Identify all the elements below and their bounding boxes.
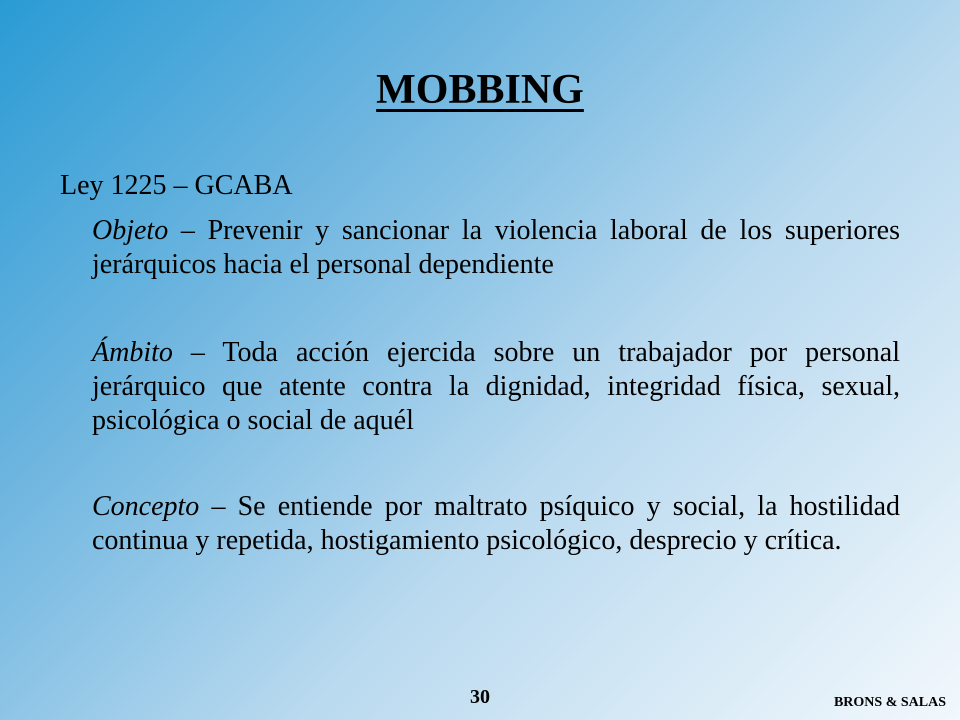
page-number: 30	[470, 686, 490, 708]
authors-credit: BRONS & SALAS	[833, 695, 946, 710]
slide-title: MOBBING	[376, 67, 584, 113]
law-subtitle: Ley 1225 – GCABA	[60, 170, 293, 201]
item-text: – Toda acción ejercida sobre un trabajador por personal jerárquico que atente contra la dignidad, integridad física, sexual, psicológica o social de aquél	[92, 337, 900, 436]
item-concepto	[92, 490, 900, 558]
item-text: – Prevenir y sancionar la violencia laboral de los superiores jerárquicos hacia el personal dependiente	[92, 215, 900, 280]
item-term: Objeto	[92, 215, 169, 246]
item-term: Ámbito	[92, 337, 173, 368]
item-text: – Se entiende por maltrato psíquico y social, la hostilidad continua y repetida, hostigamiento psicológico, desprecio y crítica.	[92, 491, 900, 556]
item-ambito	[92, 336, 900, 438]
item-term: Concepto	[92, 491, 200, 522]
item-objeto	[92, 214, 900, 282]
